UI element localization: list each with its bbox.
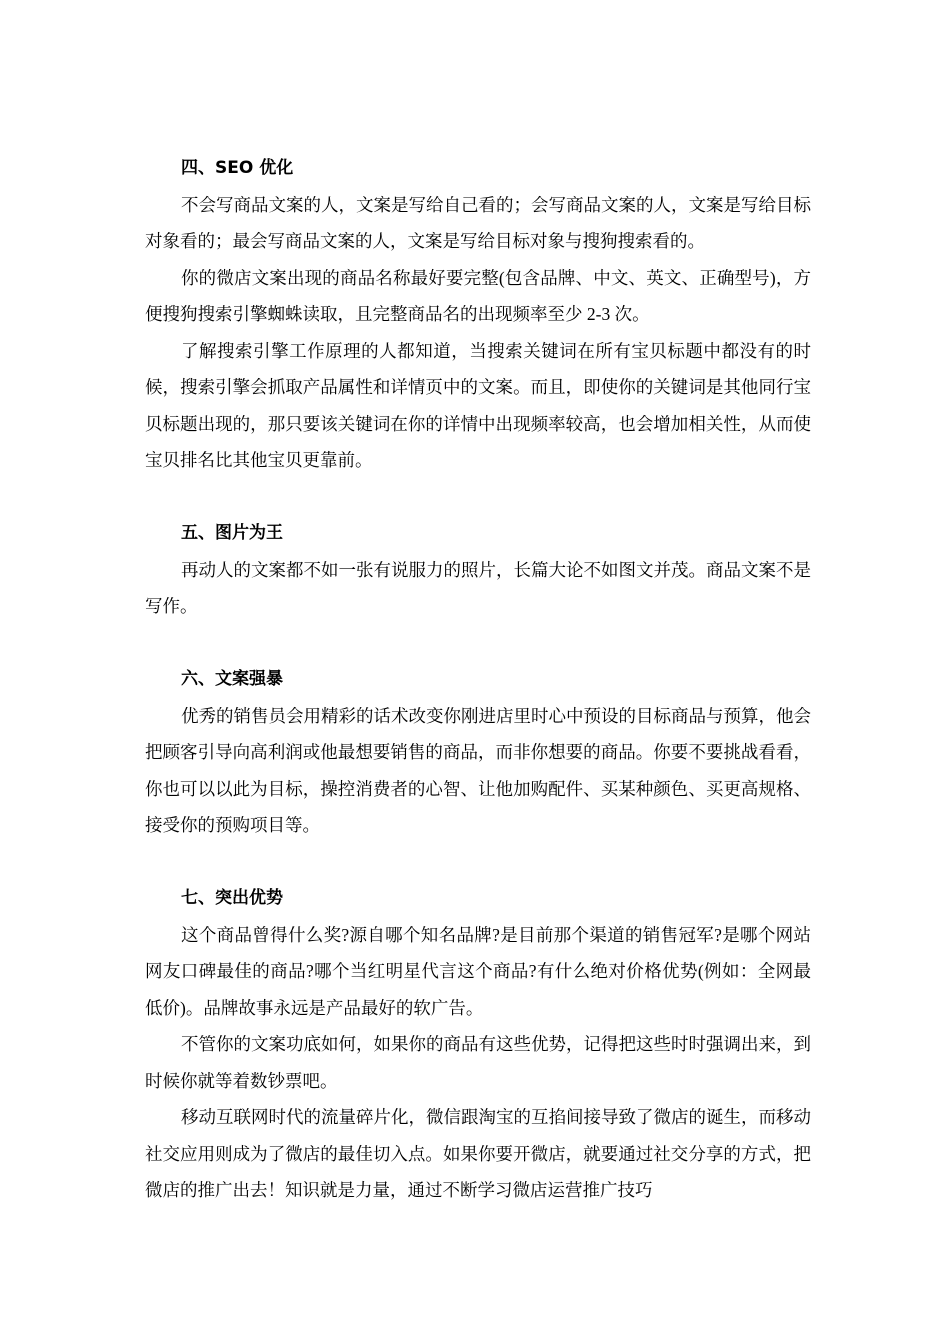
paragraph: 了解搜索引擎工作原理的人都知道，当搜索关键词在所有宝贝标题中都没有的时候，搜索引擎会抓取产品属性和详情页中的文案。而且，即使你的关键词是其他同行宝贝标题出现的，那只要该关键词在你的详情中出现频率较高，也会增加相关性，从而使宝贝排名比其他宝贝更靠前。 bbox=[145, 340, 811, 470]
paragraph: 移动互联网时代的流量碎片化，微信跟淘宝的互掐间接导致了微店的诞生，而移动社交应用则成为了微店的最佳切入点。如果你要开微店，就要通过社交分享的方式，把微店的推广出去！知识就是力量，通过不断学习微店运营推广技巧 bbox=[145, 1107, 811, 1200]
document-body bbox=[145, 150, 811, 1209]
paragraph: 再动人的文案都不如一张有说服力的照片，长篇大论不如图文并茂。商品文案不是写作。 bbox=[145, 559, 811, 616]
paragraph: 不会写商品文案的人，文案是写给自己看的；会写商品文案的人，文案是写给目标对象看的；最会写商品文案的人，文案是写给目标对象与搜狗搜索看的。 bbox=[145, 194, 811, 251]
paragraph: 这个商品曾得什么奖?源自哪个知名品牌?是目前那个渠道的销售冠军?是哪个网站网友口碑最佳的商品?哪个当红明星代言这个商品?有什么绝对价格优势(例如：全网最低价)。品牌故事永远是产品最好的软广告。 bbox=[145, 924, 811, 1018]
section-spacer bbox=[145, 844, 811, 881]
paragraph: 你的微店文案出现的商品名称最好要完整(包含品牌、中文、英文、正确型号)，方便搜狗搜索引擎蜘蛛读取，且完整商品名的出现频率至少 2-3 次。 bbox=[145, 267, 811, 324]
section-heading-copy-strength: 六、文案强暴 bbox=[181, 669, 283, 689]
section-spacer bbox=[145, 625, 811, 662]
paragraph: 不管你的文案功底如何，如果你的商品有这些优势，记得把这些时时强调出来，到时候你就等着数钞票吧。 bbox=[145, 1034, 811, 1091]
section-spacer bbox=[145, 479, 811, 516]
section-heading-images: 五、图片为王 bbox=[181, 523, 283, 543]
section-heading-seo: 四、SEO 优化 bbox=[181, 158, 294, 178]
paragraph: 优秀的销售员会用精彩的话术改变你刚进店里时心中预设的目标商品与预算，他会把顾客引导向高利润或他最想要销售的商品，而非你想要的商品。你要不要挑战看看，你也可以以此为目标，操控消费者的心智、让他加购配件、买某种颜色、买更高规格、接受你的预购项目等。 bbox=[145, 705, 811, 835]
section-heading-advantages: 七、突出优势 bbox=[181, 888, 283, 908]
